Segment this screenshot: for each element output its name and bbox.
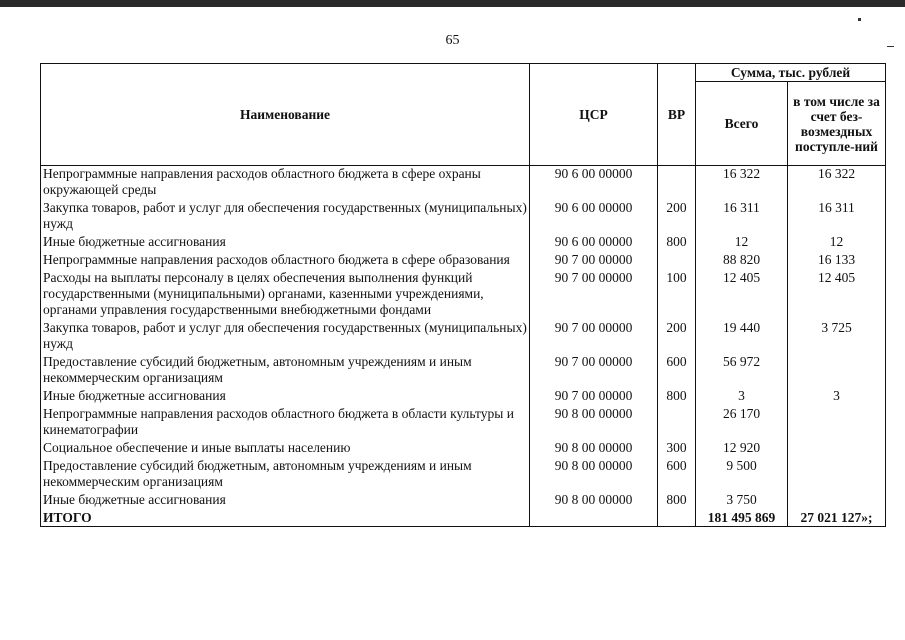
header-free-receipts: в том числе за счет без-возмездных поступле-ний bbox=[788, 82, 886, 166]
table-row bbox=[41, 388, 886, 406]
table-row bbox=[41, 252, 886, 270]
row-total: 12 405 bbox=[696, 270, 788, 320]
header-sum-group: Сумма, тыс. рублей bbox=[696, 64, 886, 82]
row-csr: 90 6 00 00000 bbox=[530, 166, 658, 201]
total-vr-empty bbox=[658, 510, 696, 527]
row-total: 56 972 bbox=[696, 354, 788, 388]
row-name: Непрограммные направления расходов областного бюджета в сфере образования bbox=[41, 252, 530, 270]
row-vr: 200 bbox=[658, 200, 696, 234]
scan-speck bbox=[858, 18, 861, 21]
row-total: 16 311 bbox=[696, 200, 788, 234]
row-name: Непрограммные направления расходов областного бюджета в области культуры и кинематографии bbox=[41, 406, 530, 440]
row-total: 16 322 bbox=[696, 166, 788, 201]
row-free-receipts bbox=[788, 492, 886, 510]
row-csr: 90 8 00 00000 bbox=[530, 440, 658, 458]
total-free-sum: 27 021 127»; bbox=[788, 510, 886, 527]
row-total: 9 500 bbox=[696, 458, 788, 492]
row-csr: 90 7 00 00000 bbox=[530, 270, 658, 320]
row-csr: 90 8 00 00000 bbox=[530, 406, 658, 440]
row-vr bbox=[658, 252, 696, 270]
row-name: Предоставление субсидий бюджетным, автономным учреждениям и иным некоммерческим организациям bbox=[41, 458, 530, 492]
row-csr: 90 8 00 00000 bbox=[530, 492, 658, 510]
row-total: 88 820 bbox=[696, 252, 788, 270]
row-csr: 90 6 00 00000 bbox=[530, 200, 658, 234]
row-free-receipts bbox=[788, 440, 886, 458]
row-csr: 90 6 00 00000 bbox=[530, 234, 658, 252]
scan-top-edge bbox=[0, 0, 905, 7]
row-vr: 600 bbox=[658, 458, 696, 492]
row-name: Социальное обеспечение и иные выплаты населению bbox=[41, 440, 530, 458]
row-total: 12 920 bbox=[696, 440, 788, 458]
row-name: Иные бюджетные ассигнования bbox=[41, 388, 530, 406]
row-name: Непрограммные направления расходов областного бюджета в сфере охраны окружающей среды bbox=[41, 166, 530, 201]
row-csr: 90 7 00 00000 bbox=[530, 252, 658, 270]
row-csr: 90 7 00 00000 bbox=[530, 388, 658, 406]
row-free-receipts: 3 725 bbox=[788, 320, 886, 354]
row-total: 3 bbox=[696, 388, 788, 406]
row-name: Расходы на выплаты персоналу в целях обеспечения выполнения функций государственными (муниципальными) органами, казенными учреждениями, органами управления государственными внебюджетными фондами bbox=[41, 270, 530, 320]
row-name: Закупка товаров, работ и услуг для обеспечения государственных (муниципальных) нужд bbox=[41, 320, 530, 354]
table-row bbox=[41, 440, 886, 458]
table-row bbox=[41, 406, 886, 440]
header-vr: ВР bbox=[658, 64, 696, 166]
row-total: 19 440 bbox=[696, 320, 788, 354]
total-row bbox=[41, 510, 886, 527]
row-vr: 800 bbox=[658, 234, 696, 252]
table-row bbox=[41, 492, 886, 510]
row-total: 12 bbox=[696, 234, 788, 252]
row-name: Закупка товаров, работ и услуг для обеспечения государственных (муниципальных) нужд bbox=[41, 200, 530, 234]
table-row bbox=[41, 166, 886, 201]
row-free-receipts bbox=[788, 406, 886, 440]
row-total: 3 750 bbox=[696, 492, 788, 510]
budget-table bbox=[40, 63, 886, 527]
table-row bbox=[41, 354, 886, 388]
row-vr bbox=[658, 166, 696, 201]
header-total: Всего bbox=[696, 82, 788, 166]
row-free-receipts: 16 311 bbox=[788, 200, 886, 234]
row-vr bbox=[658, 406, 696, 440]
table-body bbox=[41, 166, 886, 511]
page-number: 65 bbox=[445, 33, 460, 48]
row-vr: 300 bbox=[658, 440, 696, 458]
row-total: 26 170 bbox=[696, 406, 788, 440]
row-free-receipts: 16 322 bbox=[788, 166, 886, 201]
row-vr: 800 bbox=[658, 492, 696, 510]
header-name: Наименование bbox=[41, 64, 530, 166]
row-vr: 100 bbox=[658, 270, 696, 320]
row-free-receipts: 12 405 bbox=[788, 270, 886, 320]
row-csr: 90 8 00 00000 bbox=[530, 458, 658, 492]
row-csr: 90 7 00 00000 bbox=[530, 354, 658, 388]
total-label: ИТОГО bbox=[41, 510, 530, 527]
row-free-receipts: 12 bbox=[788, 234, 886, 252]
header-csr: ЦСР bbox=[530, 64, 658, 166]
table-row bbox=[41, 200, 886, 234]
row-name: Иные бюджетные ассигнования bbox=[41, 234, 530, 252]
row-free-receipts: 16 133 bbox=[788, 252, 886, 270]
total-csr-empty bbox=[530, 510, 658, 527]
row-free-receipts: 3 bbox=[788, 388, 886, 406]
row-name: Иные бюджетные ассигнования bbox=[41, 492, 530, 510]
table-row bbox=[41, 270, 886, 320]
row-vr: 200 bbox=[658, 320, 696, 354]
table-row bbox=[41, 320, 886, 354]
row-vr: 600 bbox=[658, 354, 696, 388]
table-row bbox=[41, 234, 886, 252]
row-free-receipts bbox=[788, 354, 886, 388]
row-free-receipts bbox=[788, 458, 886, 492]
row-name: Предоставление субсидий бюджетным, автономным учреждениям и иным некоммерческим организациям bbox=[41, 354, 530, 388]
row-csr: 90 7 00 00000 bbox=[530, 320, 658, 354]
row-vr: 800 bbox=[658, 388, 696, 406]
table-row bbox=[41, 458, 886, 492]
total-sum: 181 495 869 bbox=[696, 510, 788, 527]
